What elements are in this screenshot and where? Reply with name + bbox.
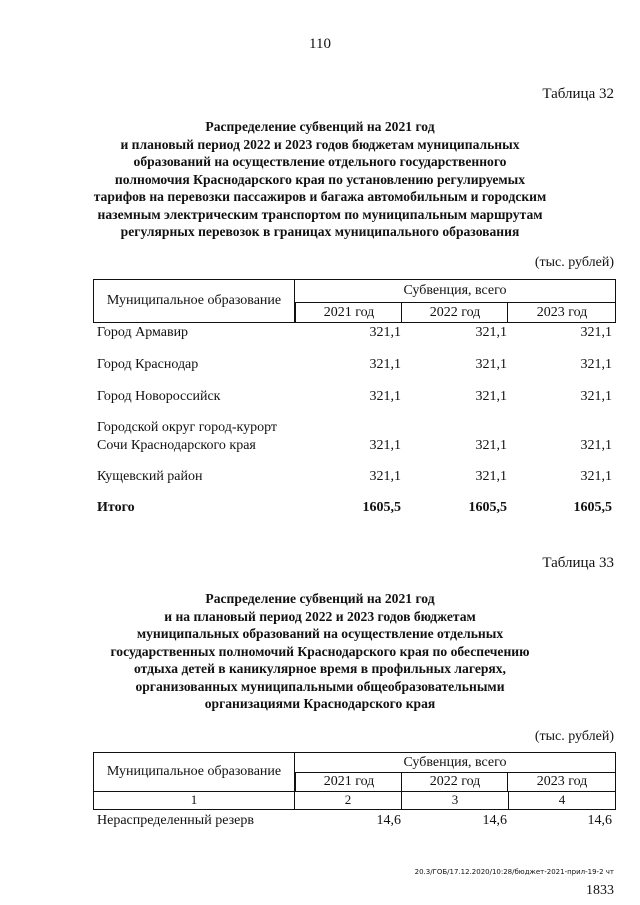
title-line: государственных полномочий Краснодарского края по обеспечению xyxy=(110,643,530,659)
title-line: Распределение субвенций на 2021 год xyxy=(205,119,435,134)
row-name-line-1: Городской округ город-курорт xyxy=(97,420,278,435)
table-33-label: Таблица 33 xyxy=(542,555,614,571)
header-municipality: Муниципальное образование xyxy=(94,280,295,322)
title-line: регулярных перевозок в границах муниципального образования xyxy=(120,224,520,239)
value-2022: 321,1 xyxy=(475,389,507,404)
table-total-row xyxy=(97,499,614,517)
value-2021: 14,6 xyxy=(376,813,401,828)
value-2021: 321,1 xyxy=(369,325,401,340)
value-2021: 321,1 xyxy=(369,357,401,372)
value-2022: 321,1 xyxy=(475,357,507,372)
value-2023: 14,6 xyxy=(587,813,612,828)
index-cell: 4 xyxy=(558,792,566,807)
value-2023: 321,1 xyxy=(580,469,612,484)
title-line: организациями Краснодарского края xyxy=(204,696,436,711)
value-2023: 321,1 xyxy=(580,438,612,453)
value-2023: 321,1 xyxy=(580,325,612,340)
header-subvention-total: Субвенция, всего xyxy=(295,753,615,773)
title-line: полномочия Краснодарского края по установлению регулируемых xyxy=(114,171,526,187)
row-name: Кущевский район xyxy=(97,469,203,484)
title-line: отдыха детей в каникулярное время в профильных лагерях, xyxy=(134,661,506,676)
header-year-2022: 2022 год xyxy=(401,773,508,791)
header-year-2021: 2021 год xyxy=(295,303,402,322)
total-2022: 1605,5 xyxy=(468,500,507,515)
value-2021: 321,1 xyxy=(369,389,401,404)
table-row xyxy=(97,324,614,342)
table-33-units: (тыс. рублей) xyxy=(534,729,614,744)
total-2021: 1605,5 xyxy=(362,500,401,515)
index-cell: 3 xyxy=(402,791,509,809)
header-year-2023: 2023 год xyxy=(507,303,616,322)
value-2022: 321,1 xyxy=(475,438,507,453)
title-line: и плановый период 2022 и 2023 годов бюджетам муниципальных xyxy=(120,136,520,152)
title-line: и на плановый период 2022 и 2023 годов бюджетам xyxy=(164,608,476,624)
title-line: наземным электрическим транспортом по муниципальным маршрутам xyxy=(97,206,543,222)
footer-document-code: 20.3/ГОБ/17.12.2020/10:28/бюджет-2021-прил-19-2 чт xyxy=(414,868,614,876)
title-line: муниципальных образований на осуществление отдельных xyxy=(136,626,504,641)
row-name: Город Краснодар xyxy=(97,357,199,372)
table-row xyxy=(97,388,614,406)
value-2021: 321,1 xyxy=(369,438,401,453)
header-municipality: Муниципальное образование xyxy=(94,753,295,791)
value-2022: 321,1 xyxy=(475,469,507,484)
total-label: Итого xyxy=(97,500,135,515)
value-2023: 321,1 xyxy=(580,357,612,372)
value-2022: 14,6 xyxy=(482,813,507,828)
table-row xyxy=(97,812,614,830)
table-row xyxy=(97,468,614,486)
value-2022: 321,1 xyxy=(475,325,507,340)
table-33-title xyxy=(70,590,570,713)
table-row xyxy=(97,419,614,455)
total-2023: 1605,5 xyxy=(573,500,612,515)
footer-page-number: 1833 xyxy=(586,883,614,898)
row-name-line-2: Сочи Краснодарского края xyxy=(97,438,256,453)
page-number: 110 xyxy=(309,36,331,52)
row-name: Нераспределенный резерв xyxy=(97,813,254,828)
table-32-header xyxy=(93,279,616,323)
header-subvention-total: Субвенция, всего xyxy=(295,280,615,303)
table-32-title xyxy=(70,118,570,241)
value-2021: 321,1 xyxy=(369,469,401,484)
row-name: Город Новороссийск xyxy=(97,389,221,404)
index-cell: 1 xyxy=(94,791,295,809)
value-2023: 321,1 xyxy=(580,389,612,404)
table-33-index-row xyxy=(93,791,616,810)
title-line: тарифов на перевозки пассажиров и багажа автомобильным и городским xyxy=(93,189,547,204)
title-line: образований на осуществление отдельного государственного xyxy=(133,154,507,169)
header-year-2022: 2022 год xyxy=(401,303,508,322)
title-line: Распределение субвенций на 2021 год xyxy=(205,591,435,606)
table-32-label: Таблица 32 xyxy=(542,86,614,102)
header-year-2021: 2021 год xyxy=(295,773,402,791)
index-cell: 2 xyxy=(295,791,402,809)
header-year-2023: 2023 год xyxy=(507,773,616,791)
title-line: организованных муниципальными общеобразовательными xyxy=(135,678,505,694)
table-32-units: (тыс. рублей) xyxy=(534,255,614,270)
table-33-header xyxy=(93,752,616,792)
table-row xyxy=(97,356,614,374)
row-name: Город Армавир xyxy=(97,325,189,340)
